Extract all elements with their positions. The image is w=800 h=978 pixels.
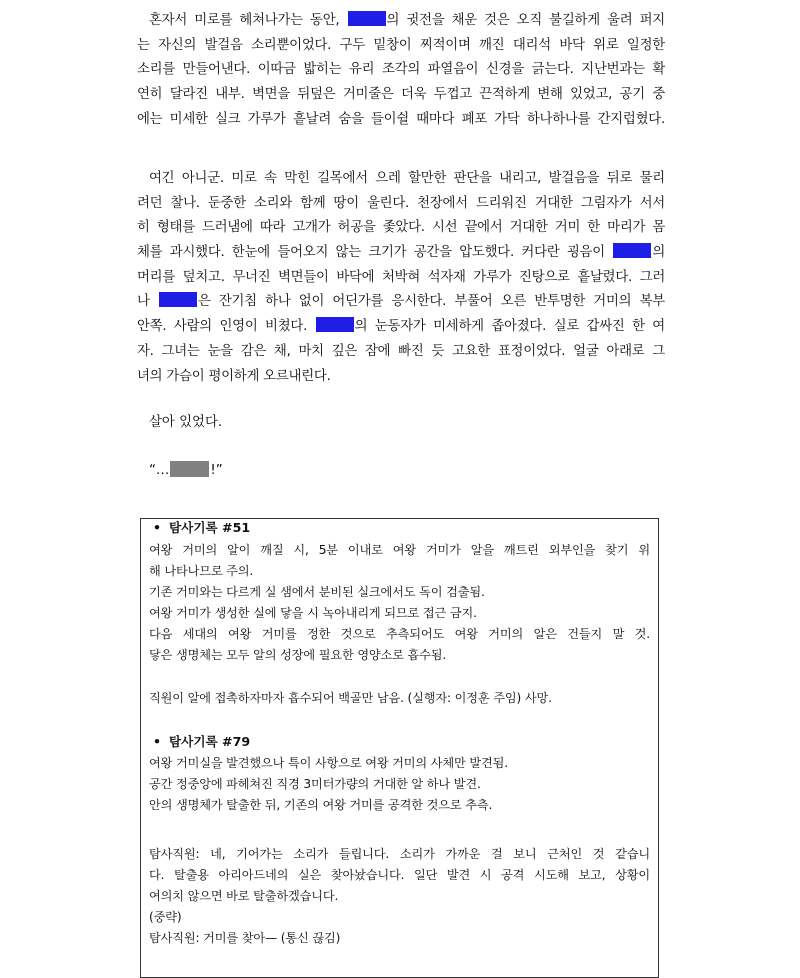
paragraph-2 (137, 167, 665, 389)
redacted-name (348, 11, 386, 26)
record-79-line: 탐사직원: 거미를 찾아— (통신 끊김) (149, 931, 341, 945)
record-51-line: 닿은 생명체는 모두 알의 성장에 필요한 영양소로 흡수됨. (149, 648, 447, 662)
alive-line: 살아 있었다. (149, 415, 223, 430)
text-line (137, 241, 665, 266)
text-line (137, 290, 665, 315)
record-79-line: 다. 탈출용 아리아드네의 실은 찾아놨습니다. 일단 발견 시 공격 시도해 보고, 상황이 (149, 868, 650, 882)
redacted-name (613, 243, 651, 258)
record-79-line: (중략) (149, 910, 182, 924)
text-segment: 의 눈동자가 미세하게 좁아졌다. 실로 갑싸진 한 여 (354, 319, 665, 335)
record-51-line: 다음 세대의 여왕 거미를 정한 것으로 추측되어도 여왕 거미의 알은 건들지 말 것. (149, 627, 650, 641)
dialogue-line (149, 461, 223, 481)
record-79-title (153, 732, 250, 752)
record-79-line: 여의치 않으면 바로 탈출하겠습니다. (149, 889, 339, 903)
text-line: 여긴 아니군. 미로 속 막힌 길목에서 으레 할만한 판단을 내리고, 발걸음을 뒤로 물리 (149, 171, 665, 186)
text-line: 는 자신의 발걸음 소리뿐이었다. 구두 밑창이 찌적이며 깨진 대리석 바닥 위로 일정한 (137, 37, 665, 53)
text-segment: 혼자서 미로를 헤쳐나가는 동안, (149, 13, 347, 28)
record-title-text: 탐사기록 #51 (169, 520, 251, 535)
text-line: 자. 그녀는 눈을 감은 채, 마치 깊은 잠에 빠진 듯 고요한 표정이었다. 얼굴 아래로 그 (137, 343, 665, 359)
text-segment: 안쪽. 사람의 인영이 비쳤다. (137, 319, 315, 335)
text-line: 려던 찰나. 둔중한 소리와 함께 땅이 울린다. 천장에서 드리워진 거대한 그림자가 서서 (137, 195, 665, 211)
text-line: 머리를 덮치고. 무너진 벽면들이 바닥에 처박혀 석자재 가루가 진탕으로 흩날렸다. 그러 (137, 269, 665, 285)
record-51-line: 여왕 거미가 생성한 실에 닿을 시 녹아내리게 되므로 접근 금지. (149, 606, 477, 620)
text-segment: 은 잔기침 하나 없이 어딘가를 응시한다. 부풀어 오른 반투명한 거미의 복부 (197, 294, 665, 310)
text-line: 에는 미세한 실크 가루가 흩날려 숨을 들이쉴 때마다 폐포 가닥 하나하나를 간지럽혔다. (137, 111, 665, 127)
record-title-text: 탐사기록 #79 (169, 734, 251, 749)
text-segment: “… (149, 463, 170, 478)
text-line: 소리를 만들어낸다. 이따금 밟히는 유리 조각의 파열음이 신경을 긁는다. 지난번과는 확 (137, 62, 665, 78)
record-51-line: 기존 거미와는 다르게 실 샘에서 분비된 실크에서도 독이 검출됨. (149, 585, 485, 599)
text-line (137, 9, 665, 34)
record-51-title (153, 518, 250, 538)
text-segment: 의 (652, 245, 665, 261)
record-79-line: 탐사직원: 네, 기어가는 소리가 들립니다. 소리가 가까운 걸 보니 근처인 것 같습니 (149, 847, 650, 861)
record-79-line: 공간 정중앙에 파헤쳐진 직경 3미터가량의 거대한 알 하나 발견. (149, 777, 481, 791)
record-51-line: 직원이 알에 접촉하자마자 흡수되어 백골만 남음. (실행자: 이정훈 주임) 사망. (149, 691, 552, 705)
text-line: 연히 달라진 내부. 벽면을 뒤덮은 거미줄은 더욱 두껍고 끈적하게 변해 있었고, 공기 중 (137, 87, 665, 103)
text-segment: 나 (137, 294, 158, 310)
text-line: 히 형태를 드러냄에 따라 고개가 허공을 좇았다. 시선 끝에서 거대한 거미 한 마리가 몸 (137, 220, 665, 236)
text-line: 녀의 가슴이 평이하게 오르내린다. (137, 368, 331, 384)
record-79-line: 여왕 거미실을 발견했으나 특이 사항으로 여왕 거미의 사체만 발견됨. (149, 756, 508, 770)
paragraph-1 (137, 9, 665, 132)
text-segment: !” (210, 463, 223, 478)
text-line (137, 315, 665, 340)
redacted-name-gray (170, 461, 209, 477)
text-segment: 의 귓전을 채운 것은 오직 불길하게 울려 퍼지 (386, 13, 665, 28)
redacted-name (159, 292, 197, 307)
record-51-line: 해 나타나므로 주의. (149, 564, 254, 578)
bullet-icon: • (153, 734, 162, 749)
record-79-line: 안의 생명체가 탈출한 뒤, 기존의 여왕 거미를 공격한 것으로 추측. (149, 798, 493, 812)
bullet-icon: • (153, 520, 162, 535)
redacted-name (316, 317, 354, 332)
text-segment: 체를 과시했다. 한눈에 들어오지 않는 크기가 공간을 압도했다. 커다란 굉음이 (137, 245, 613, 261)
record-51-line: 여왕 거미의 알이 깨질 시, 5분 이내로 여왕 거미가 알을 깨트린 외부인을 찾기 위 (149, 543, 650, 557)
